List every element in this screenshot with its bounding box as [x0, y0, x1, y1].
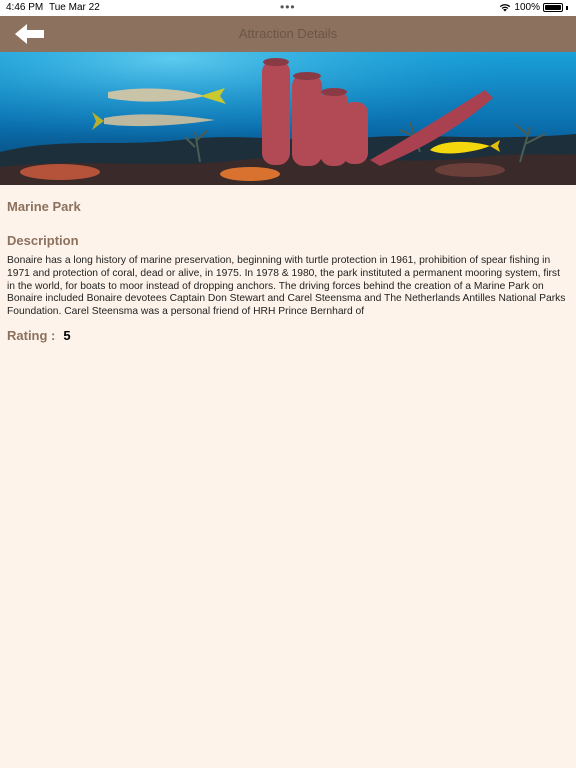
- rating-value: 5: [63, 328, 71, 343]
- page-title: Attraction Details: [238, 26, 338, 41]
- rating-row: [7, 328, 71, 343]
- description-text: Bonaire has a long history of marine preservation, beginning with turtle protection in 1961, prohibition of spear fishing in 1971 and protection of coral, dead or alive, in 1975. In 1978 & 1980, the park instituted a permanent mooring system, first in the world, for boats to moor instead of dropping anchors. The driving forces behind the creation of a Marine Park on Bonaire included Bonaire devotees Captain Don Stewart and Carel Steensma and The Netherlands Antilles National Parks Foundation. Carel Steensma was a personal friend of HRH Prince Bernhard of: [7, 255, 566, 318]
- battery-icon: [543, 3, 563, 12]
- wifi-icon: [499, 3, 511, 12]
- status-date: Tue Mar 22: [49, 2, 100, 13]
- rating-label: Rating :: [7, 328, 56, 343]
- status-time: 4:46 PM: [6, 2, 44, 13]
- attraction-details: [7, 199, 567, 343]
- description-heading: Description: [7, 233, 79, 248]
- coral-reef-image: [0, 52, 576, 185]
- battery-nub: [566, 6, 568, 10]
- status-bar: [0, 0, 576, 16]
- multitasking-dots-icon[interactable]: •••: [280, 0, 296, 14]
- navigation-bar: [0, 16, 576, 52]
- status-indicators: [499, 2, 568, 13]
- attraction-name: Marine Park: [7, 199, 81, 214]
- battery-percent: 100%: [514, 2, 540, 13]
- attraction-hero-image: [0, 52, 576, 185]
